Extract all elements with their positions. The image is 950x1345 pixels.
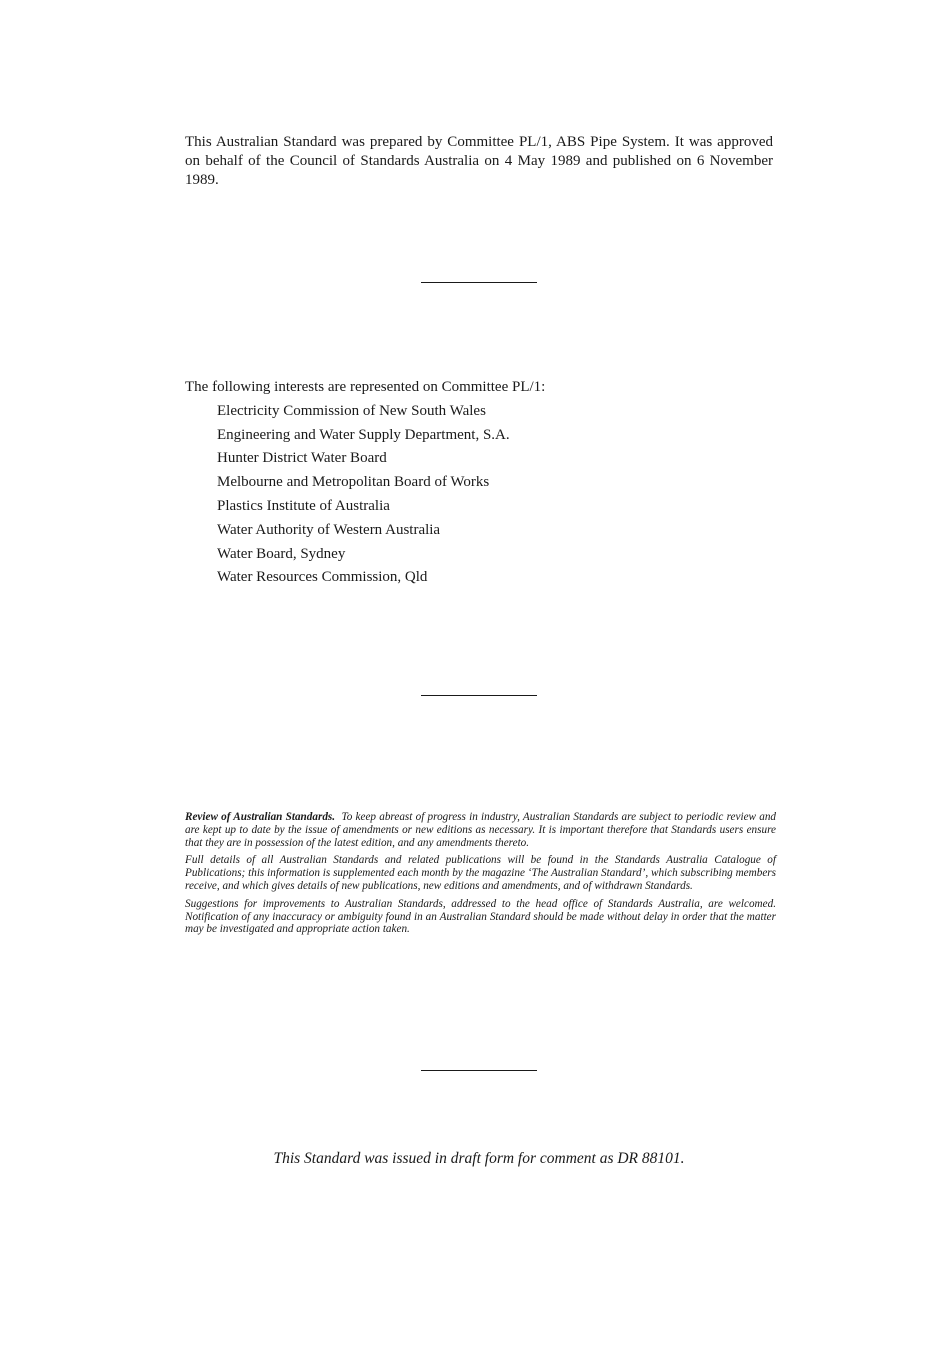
committee-member: Electricity Commission of New South Wales [217, 402, 486, 419]
committee-member: Plastics Institute of Australia [217, 497, 390, 514]
catalogue-paragraph: Full details of all Australian Standards and related publications will be found in the Standards Australia Catalogue of Publications; this information is supplemented each month by the magazine ‘The Australian Standard’, which subscribing members receive, and which gives details of new publications, new editions and amendments, and of withdrawn Standards. [185, 854, 776, 892]
committee-member-list [185, 400, 785, 590]
review-text: To keep abreast of progress in industry, Australian Standards are subject to periodic review and are kept up to date by the issue of amendments or new editions as necessary. It is important therefore that Standards users ensure that they are in possession of the latest edition, and any amendments thereto. [185, 811, 777, 849]
draft-note: This Standard was issued in draft form for comment as DR 88101. [273, 1150, 685, 1167]
committee-member: Melbourne and Metropolitan Board of Works [217, 474, 490, 491]
committee-member: Water Resources Commission, Qld [217, 569, 428, 586]
review-notice [185, 811, 776, 941]
section-divider [421, 1070, 537, 1071]
review-title: Review of Australian Standards. [185, 811, 336, 823]
section-divider [421, 282, 537, 283]
committee-member: Engineering and Water Supply Department, S.A. [217, 426, 510, 443]
committee-heading: The following interests are represented on Committee PL/1: [185, 379, 546, 395]
suggestions-paragraph: Suggestions for improvements to Australian Standards, addressed to the head office of Standards Australia, are welcomed. Notification of any inaccuracy or ambiguity found in an Australian Standard should be made without delay in order that the matter may be investigated and appropriate action taken. [185, 897, 776, 936]
committee-section [185, 376, 785, 590]
committee-member: Water Authority of Western Australia [217, 521, 441, 538]
section-divider [421, 695, 537, 696]
review-paragraph [185, 811, 776, 849]
committee-member: Hunter District Water Board [217, 450, 387, 467]
committee-member: Water Board, Sydney [217, 545, 346, 562]
preparation-statement: This Australian Standard was prepared by Committee PL/1, ABS Pipe System. It was approved on behalf of the Council of Standards Australia on 4 May 1989 and published on 6 November 1989. [185, 134, 773, 188]
